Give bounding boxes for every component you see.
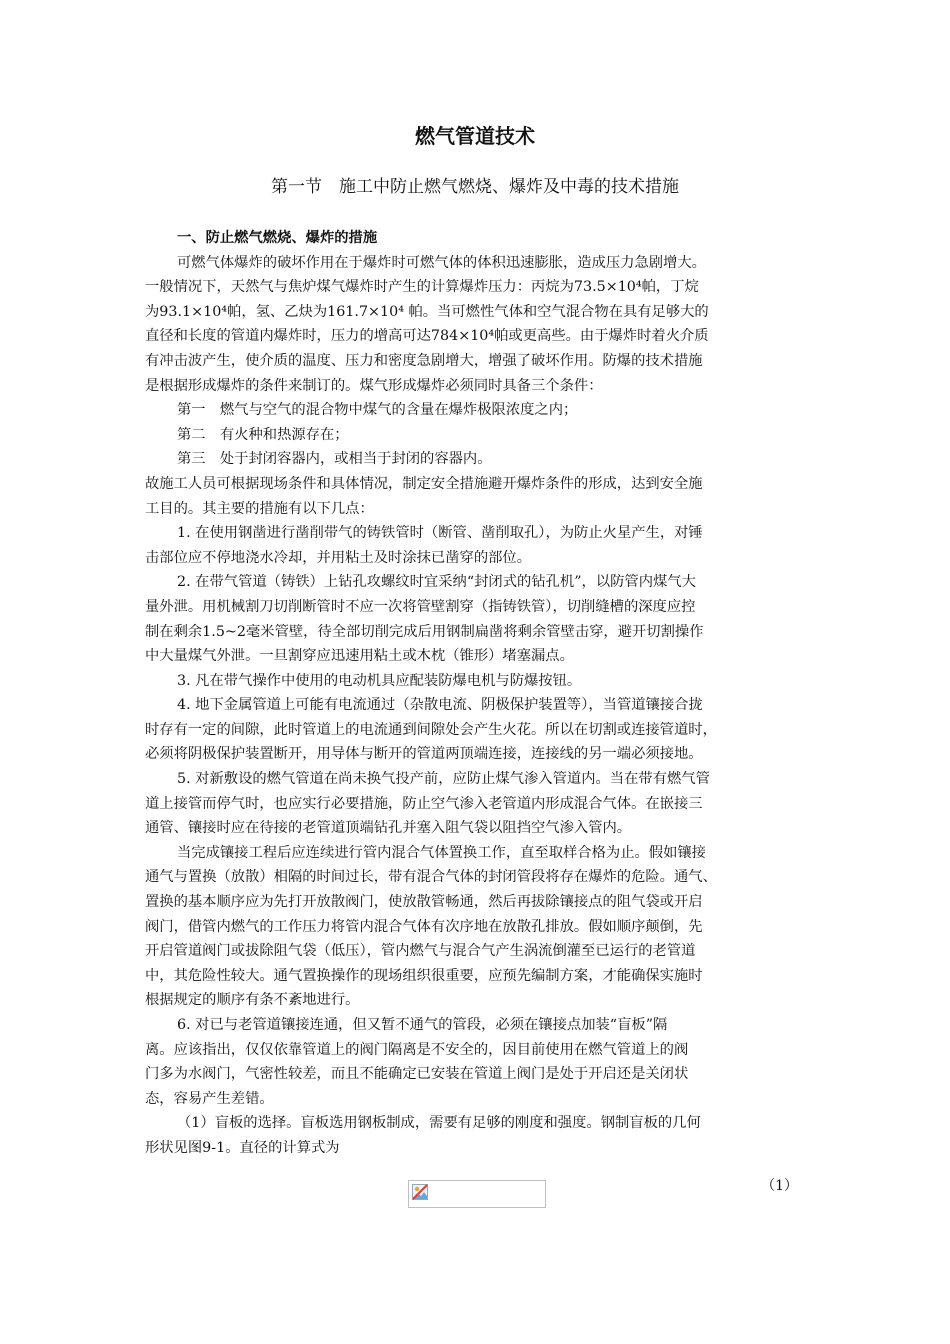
section-title: 第一节 施工中防止燃气燃烧、爆炸及中毒的技术措施 <box>271 177 679 197</box>
body-line: 阀门，借管内燃气的工作压力将管内混合气体有次序地在放散孔排放。假如顺序颠倒，先 <box>145 918 703 935</box>
body-line: 置换的基本顺序应为先打开放散阀门，使放散管畅通，然后再拔除镶接点的阻气袋或开启 <box>145 894 703 911</box>
body-line: 道上接管而停气时，也应实行必要措施，防止空气渗入老管道内形成混合气体。在嵌接三 <box>145 795 703 812</box>
document-body <box>145 226 810 1161</box>
broken-image-icon <box>412 1184 428 1200</box>
body-line: （1）盲板的选择。盲板选用钢板制成，需要有足够的刚度和强度。钢制盲板的几何 <box>177 1115 701 1132</box>
body-line: 通气与置换（放散）相隔的时间过长，带有混合气体的封闭管段将存在爆炸的危险。通气、 <box>145 869 717 886</box>
heading-explosion-prevention: 一、防止燃气燃烧、爆炸的措施 <box>177 230 378 246</box>
body-line: 可燃气体爆炸的破坏作用在于爆炸时可燃气体的体积迅速膨胀，造成压力急剧增大。 <box>177 254 706 271</box>
body-line: 工目的。其主要的措施有以下几点： <box>145 500 374 517</box>
body-line: 中大量煤气外泄。一旦割穿应迅速用粘土或木枕（锥形）堵塞漏点。 <box>145 648 574 665</box>
body-line: 故施工人员可根据现场条件和具体情况，制定安全措施避开爆炸条件的形成，达到安全施 <box>145 475 703 492</box>
measure-line: 5. 对新敷设的燃气管道在尚未换气投产前，应防止煤气渗入管道内。当在带有燃气管 <box>177 771 710 788</box>
body-line: 门多为水阀门，气密性较差，而且不能确定已安装在管道上阀门是处于开启还是关闭状 <box>145 1066 689 1083</box>
body-line: 开启管道阀门或拔除阻气袋（低压），管内燃气与混合气产生涡流倒灌至已运行的老管道 <box>145 943 696 960</box>
body-line: 根据规定的顺序有条不紊地进行。 <box>145 992 360 1009</box>
body-line: 通管、镶接时应在待接的老管道顶端钻孔并塞入阻气袋以阻挡空气渗入管内。 <box>145 820 632 837</box>
equation-number: （1） <box>761 1178 798 1194</box>
body-line: 形状见图9-1。直径的计算式为 <box>145 1139 340 1156</box>
measure-line: 3. 凡在带气操作中使用的电动机具应配装防爆电机与防爆按钮。 <box>177 672 582 689</box>
equation-row <box>0 1176 950 1210</box>
body-line: 必须将阴极保护装置断开，用导体与断开的管道两顶端连接，连接线的另一端必须接地。 <box>145 746 703 763</box>
body-line: 直径和长度的管道内爆炸时，压力的增高可达784×10⁴帕或更高些。由于爆炸时着火介质 <box>145 328 709 345</box>
body-line: 是根据形成爆炸的条件来制订的。煤气形成爆炸必须同时具备三个条件： <box>145 377 603 394</box>
measure-line: 1. 在使用钢凿进行凿削带气的铸铁管时（断管、凿削取孔），为防止火星产生，对锤 <box>177 525 703 542</box>
body-line: 量外泄。用机械割刀切削断管时不应一次将管壁割穿（指铸铁管），切削缝槽的深度应控 <box>145 598 696 615</box>
body-line: 时存有一定的间隙，此时管道上的电流通到间隙处会产生火花。所以在切割或连接管道时， <box>145 721 717 738</box>
equation-image-placeholder <box>408 1180 546 1208</box>
condition-line: 第三 处于封闭容器内，或相当于封闭的容器内。 <box>177 451 492 468</box>
body-line: 有冲击波产生，使介质的温度、压力和密度急剧增大，增强了破坏作用。防爆的技术措施 <box>145 352 703 369</box>
body-line: 制在剩余1.5~2毫米管壁，待全部切削完成后用钢制扁凿将剩余管壁击穿，避开切割操作 <box>145 623 704 640</box>
condition-line: 第一 燃气与空气的混合物中煤气的含量在爆炸极限浓度之内； <box>177 402 578 419</box>
body-line: 为93.1×10⁴帕，氢、乙炔为161.7×10⁴ 帕。当可燃性气体和空气混合物在具有足够大的 <box>145 303 709 320</box>
body-line: 态，容易产生差错。 <box>145 1090 274 1107</box>
body-line: 击部位应不停地浇水冷却，并用粘土及时涂抹已凿穿的部位。 <box>145 549 532 566</box>
body-line: 一般情况下，天然气与焦炉煤气爆炸时产生的计算爆炸压力：丙烷为73.5×10⁴帕，丁烷 <box>145 279 699 296</box>
measure-line: 4. 地下金属管道上可能有电流通过（杂散电流、阴极保护装置等），当管道镶接合拢 <box>177 697 703 714</box>
body-line: 中，其危险性较大。通气置换操作的现场组织很重要，应预先编制方案，才能确保实施时 <box>145 967 703 984</box>
measure-line: 2. 在带气管道（铸铁）上钻孔攻螺纹时宜采纳“封闭式的钻孔机”，以防管内煤气大 <box>177 574 696 591</box>
condition-line: 第二 有火种和热源存在； <box>177 426 349 443</box>
document-title: 燃气管道技术 <box>415 124 535 148</box>
body-line: 当完成镶接工程后应连续进行管内混合气体置换工作，直至取样合格为止。假如镶接 <box>177 844 706 861</box>
body-line: 离。应该指出，仅仅依靠管道上的阀门隔离是不安全的，因目前使用在燃气管道上的阀 <box>145 1041 689 1058</box>
measure-line: 6. 对已与老管道镶接连通，但又暂不通气的管段，必须在镶接点加装“盲板”隔 <box>177 1017 668 1033</box>
